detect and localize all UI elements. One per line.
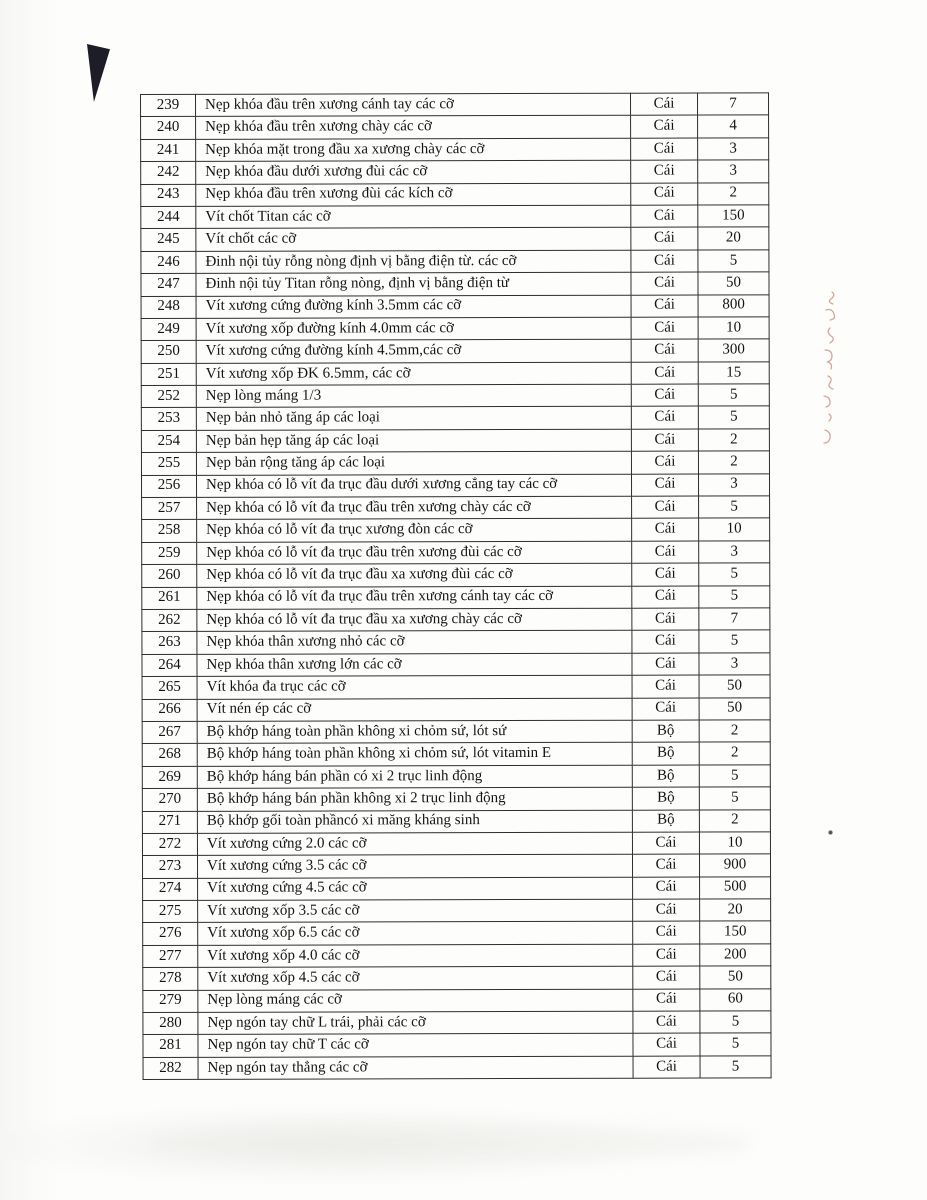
row-number-cell: 251 [141,363,196,386]
item-description-cell: Bộ khớp háng toàn phần không xi chỏm sứ, lót vitamin E [197,743,632,767]
quantity-cell: 5 [699,585,770,608]
item-description-cell: Đinh nội tủy Titan rỗng nòng, định vị bằng điện từ [196,272,631,296]
table-row [141,93,769,117]
row-number-cell: 278 [143,968,198,991]
table-row [142,541,770,565]
unit-cell: Cái [632,698,699,721]
table-row [143,1011,771,1035]
item-description-cell: Nẹp khóa có lỗ vít đa trục đầu trên xương cánh tay các cỡ [197,586,632,610]
quantity-cell: 50 [699,697,770,720]
item-description-cell: Nẹp khóa đầu trên xương đùi các kích cỡ [196,183,631,207]
row-number-cell: 282 [143,1057,198,1080]
quantity-cell: 3 [698,160,769,183]
unit-cell: Cái [632,675,699,698]
unit-cell: Cái [632,563,699,586]
row-number-cell: 275 [143,900,198,923]
item-description-cell: Nẹp ngón tay chữ L trái, phải các cỡ [198,1011,633,1035]
row-number-cell: 264 [142,654,197,677]
unit-cell: Cái [633,877,700,900]
quantity-cell: 10 [698,317,769,340]
item-description-cell: Nẹp khóa có lỗ vít đa trục đầu trên xương chày các cỡ [197,496,632,520]
quantity-cell: 2 [698,451,769,474]
table-row [142,787,770,811]
quantity-cell: 5 [699,630,770,653]
table-row [143,1056,771,1080]
table-row [142,720,770,744]
item-description-cell: Nẹp khóa có lỗ vít đa trục đầu xa xương đùi các cỡ [197,563,632,587]
table-row [142,563,770,587]
row-number-cell: 246 [141,251,196,274]
item-description-cell: Vít xương xốp 6.5 các cỡ [198,922,633,946]
row-number-cell: 242 [141,162,196,185]
table-row [143,877,771,901]
row-number-cell: 262 [142,609,197,632]
item-description-cell: Nẹp ngón tay chữ T các cỡ [198,1034,633,1058]
unit-cell: Cái [633,944,700,967]
row-number-cell: 252 [141,385,196,408]
quantity-cell: 150 [698,205,769,228]
quantity-cell: 2 [698,182,769,205]
row-number-cell: 263 [142,632,197,655]
medical-supplies-table [140,92,772,1080]
item-description-cell: Nẹp khóa có lỗ vít đa trục đầu trên xương đùi các cỡ [197,541,632,565]
row-number-cell: 255 [141,453,196,476]
quantity-cell: 50 [700,966,771,989]
row-number-cell: 260 [142,565,197,588]
row-number-cell: 240 [141,117,196,140]
table-row [142,742,770,766]
table-row [142,630,770,654]
quantity-cell: 20 [698,227,769,250]
scan-shadow-smudge [150,1126,750,1160]
quantity-cell: 3 [699,653,770,676]
unit-cell: Cái [630,93,697,116]
row-number-cell: 270 [142,788,197,811]
item-description-cell: Bộ khớp háng bán phần không xi 2 trục linh động [197,787,632,811]
row-number-cell: 269 [142,766,197,789]
row-number-cell: 248 [141,296,196,319]
row-number-cell: 243 [141,184,196,207]
unit-cell: Cái [631,227,698,250]
quantity-cell: 50 [698,272,769,295]
quantity-cell: 50 [699,675,770,698]
unit-cell: Cái [631,362,698,385]
item-description-cell: Vít khóa đa trục các cỡ [197,675,632,699]
table-row [141,138,769,162]
quantity-cell: 5 [700,1056,771,1079]
table-row [142,809,770,833]
row-number-cell: 281 [143,1035,198,1058]
unit-cell: Cái [633,989,700,1012]
unit-cell: Cái [631,429,698,452]
quantity-cell: 2 [699,720,770,743]
quantity-cell: 15 [698,362,769,385]
quantity-cell: 200 [700,944,771,967]
row-number-cell: 265 [142,677,197,700]
quantity-cell: 2 [698,429,769,452]
item-description-cell: Vít nén ép các cỡ [197,698,632,722]
quantity-cell: 4 [698,115,769,138]
item-description-cell: Vít xương cứng đường kính 3.5mm các cỡ [196,295,631,319]
unit-cell: Cái [631,160,698,183]
unit-cell: Cái [632,653,699,676]
table-row [143,966,771,990]
row-number-cell: 280 [143,1012,198,1035]
unit-cell: Cái [633,1011,700,1034]
row-number-cell: 261 [142,587,197,610]
quantity-cell: 2 [699,742,770,765]
item-description-cell: Nẹp khóa thân xương nhỏ các cỡ [197,631,632,655]
item-description-cell: Vít xương xốp 4.5 các cỡ [198,966,633,990]
row-number-cell: 272 [142,833,197,856]
item-description-cell: Nẹp bản rộng tăng áp các loại [196,451,631,475]
table-row [142,608,770,632]
table-row [143,944,771,968]
quantity-cell: 300 [698,339,769,362]
row-number-cell: 271 [142,811,197,834]
item-description-cell: Nẹp lòng máng các cỡ [198,989,633,1013]
row-number-cell: 244 [141,206,196,229]
unit-cell: Cái [631,272,698,295]
table-row [142,765,770,789]
table-row [141,339,769,363]
table-row [141,317,769,341]
item-description-cell: Bộ khớp háng bán phần có xi 2 trục linh động [197,765,632,789]
item-description-cell: Vít chốt các cỡ [196,228,631,252]
item-description-cell: Nẹp khóa có lỗ vít đa trục xương đòn các cỡ [197,519,632,543]
row-number-cell: 258 [142,520,197,543]
table-row [143,899,771,923]
unit-cell: Cái [632,630,699,653]
item-description-cell: Nẹp bản hẹp tăng áp các loại [196,429,631,453]
unit-cell: Cái [631,115,698,138]
unit-cell: Cái [632,518,699,541]
item-description-cell: Nẹp khóa thân xương lớn các cỡ [197,653,632,677]
table-row [143,1033,771,1057]
unit-cell: Cái [633,1033,700,1056]
quantity-cell: 5 [700,1011,771,1034]
row-number-cell: 259 [142,542,197,565]
quantity-cell: 7 [699,608,770,631]
quantity-cell: 800 [698,294,769,317]
table-row [142,697,770,721]
table-row [141,384,769,408]
table-row [142,585,770,609]
quantity-cell: 5 [698,384,769,407]
row-number-cell: 266 [142,699,197,722]
item-description-cell: Nẹp khóa đầu trên xương chày các cỡ [196,116,631,140]
unit-cell: Cái [631,474,698,497]
unit-cell: Cái [631,183,698,206]
item-description-cell: Vít xương cứng đường kính 4.5mm,các cỡ [196,340,631,364]
row-number-cell: 274 [143,878,198,901]
table-row [141,250,769,274]
row-number-cell: 277 [143,945,198,968]
item-description-cell: Nẹp khóa mặt trong đầu xa xương chày các cỡ [196,138,631,162]
table-row [141,160,769,184]
quantity-cell: 5 [699,787,770,810]
red-ink-margin-marks [816,288,844,453]
item-description-cell: Vít chốt Titan các cỡ [196,205,631,229]
table-row [141,451,769,475]
row-number-cell: 247 [141,273,196,296]
item-description-cell: Bộ khớp gối toàn phầncó xi măng kháng sinh [197,810,632,834]
row-number-cell: 267 [142,721,197,744]
table-row [143,921,771,945]
quantity-cell: 20 [700,899,771,922]
table-row [141,182,769,206]
quantity-cell: 5 [698,250,769,273]
unit-cell: Cái [633,899,700,922]
item-description-cell: Vít xương xốp 3.5 các cỡ [198,899,633,923]
unit-cell: Cái [631,407,698,430]
quantity-cell: 150 [700,921,771,944]
ink-dot-artifact [828,830,833,835]
quantity-cell: 500 [700,877,771,900]
table-row [142,675,770,699]
unit-cell: Bộ [632,765,699,788]
row-number-cell: 254 [141,430,196,453]
quantity-cell: 7 [697,93,768,116]
table-row [141,406,769,430]
table-row [142,854,770,878]
row-number-cell: 257 [142,497,197,520]
unit-cell: Cái [632,541,699,564]
item-description-cell: Nẹp ngón tay thẳng các cỡ [198,1056,633,1080]
quantity-cell: 10 [699,832,770,855]
table-row [141,362,769,386]
item-description-cell: Nẹp khóa đầu trên xương cánh tay các cỡ [196,93,631,117]
unit-cell: Cái [632,608,699,631]
table-row [141,205,769,229]
unit-cell: Cái [631,317,698,340]
row-number-cell: 268 [142,744,197,767]
unit-cell: Cái [633,966,700,989]
unit-cell: Cái [631,250,698,273]
item-description-cell: Vít xương xốp 4.0 các cỡ [198,944,633,968]
corner-fold-mark [87,44,110,102]
row-number-cell: 273 [142,856,197,879]
table-row [143,988,771,1012]
table-row [142,496,770,520]
unit-cell: Cái [631,295,698,318]
item-description-cell: Nẹp khóa có lỗ vít đa trục đầu xa xương chày các cỡ [197,608,632,632]
item-description-cell: Vít xương cứng 4.5 các cỡ [198,877,633,901]
row-number-cell: 249 [141,318,196,341]
quantity-cell: 60 [700,988,771,1011]
item-description-cell: Nẹp bản nhỏ tăng áp các loại [196,407,631,431]
quantity-cell: 5 [699,563,770,586]
quantity-cell: 5 [698,406,769,429]
unit-cell: Cái [632,496,699,519]
unit-cell: Bộ [632,810,699,833]
quantity-cell: 5 [699,496,770,519]
unit-cell: Bộ [632,720,699,743]
row-number-cell: 279 [143,990,198,1013]
item-description-cell: Nẹp lòng máng 1/3 [196,384,631,408]
unit-cell: Cái [631,384,698,407]
table-row [141,115,769,139]
table-row [142,518,770,542]
table-row [141,227,769,251]
table-row [141,272,769,296]
table-row [142,832,770,856]
unit-cell: Cái [633,921,700,944]
row-number-cell: 241 [141,139,196,162]
row-number-cell: 239 [141,94,196,117]
item-description-cell: Nẹp khóa có lỗ vít đa trục đầu dưới xương cẳng tay các cỡ [196,474,631,498]
quantity-cell: 10 [699,518,770,541]
table-row [141,294,769,318]
row-number-cell: 250 [141,341,196,364]
unit-cell: Cái [631,138,698,161]
table-row [141,429,769,453]
item-description-cell: Vít xương xốp ĐK 6.5mm, các cỡ [196,362,631,386]
row-number-cell: 245 [141,229,196,252]
row-number-cell: 276 [143,923,198,946]
unit-cell: Cái [631,339,698,362]
item-description-cell: Nẹp khóa đầu dưới xương đùi các cỡ [196,160,631,184]
row-number-cell: 253 [141,408,196,431]
unit-cell: Cái [632,832,699,855]
item-description-cell: Vít xương cứng 3.5 các cỡ [197,854,632,878]
quantity-cell: 3 [699,541,770,564]
item-description-cell: Bộ khớp háng toàn phần không xi chỏm sứ, lót sứ [197,720,632,744]
item-description-cell: Đinh nội tủy rỗng nòng định vị bằng điện từ. các cỡ [196,250,631,274]
table-row [142,653,770,677]
quantity-cell: 5 [699,765,770,788]
unit-cell: Cái [633,1056,700,1079]
unit-cell: Cái [631,451,698,474]
unit-cell: Cái [631,205,698,228]
unit-cell: Bộ [632,787,699,810]
unit-cell: Cái [632,586,699,609]
unit-cell: Cái [632,854,699,877]
quantity-cell: 5 [700,1033,771,1056]
table-row [141,473,769,497]
item-description-cell: Vít xương cứng 2.0 các cỡ [197,832,632,856]
quantity-cell: 3 [698,473,769,496]
item-description-cell: Vít xương xốp đường kính 4.0mm các cỡ [196,317,631,341]
row-number-cell: 256 [141,475,196,498]
quantity-cell: 900 [699,854,770,877]
unit-cell: Bộ [632,742,699,765]
quantity-cell: 3 [698,138,769,161]
quantity-cell: 2 [699,809,770,832]
